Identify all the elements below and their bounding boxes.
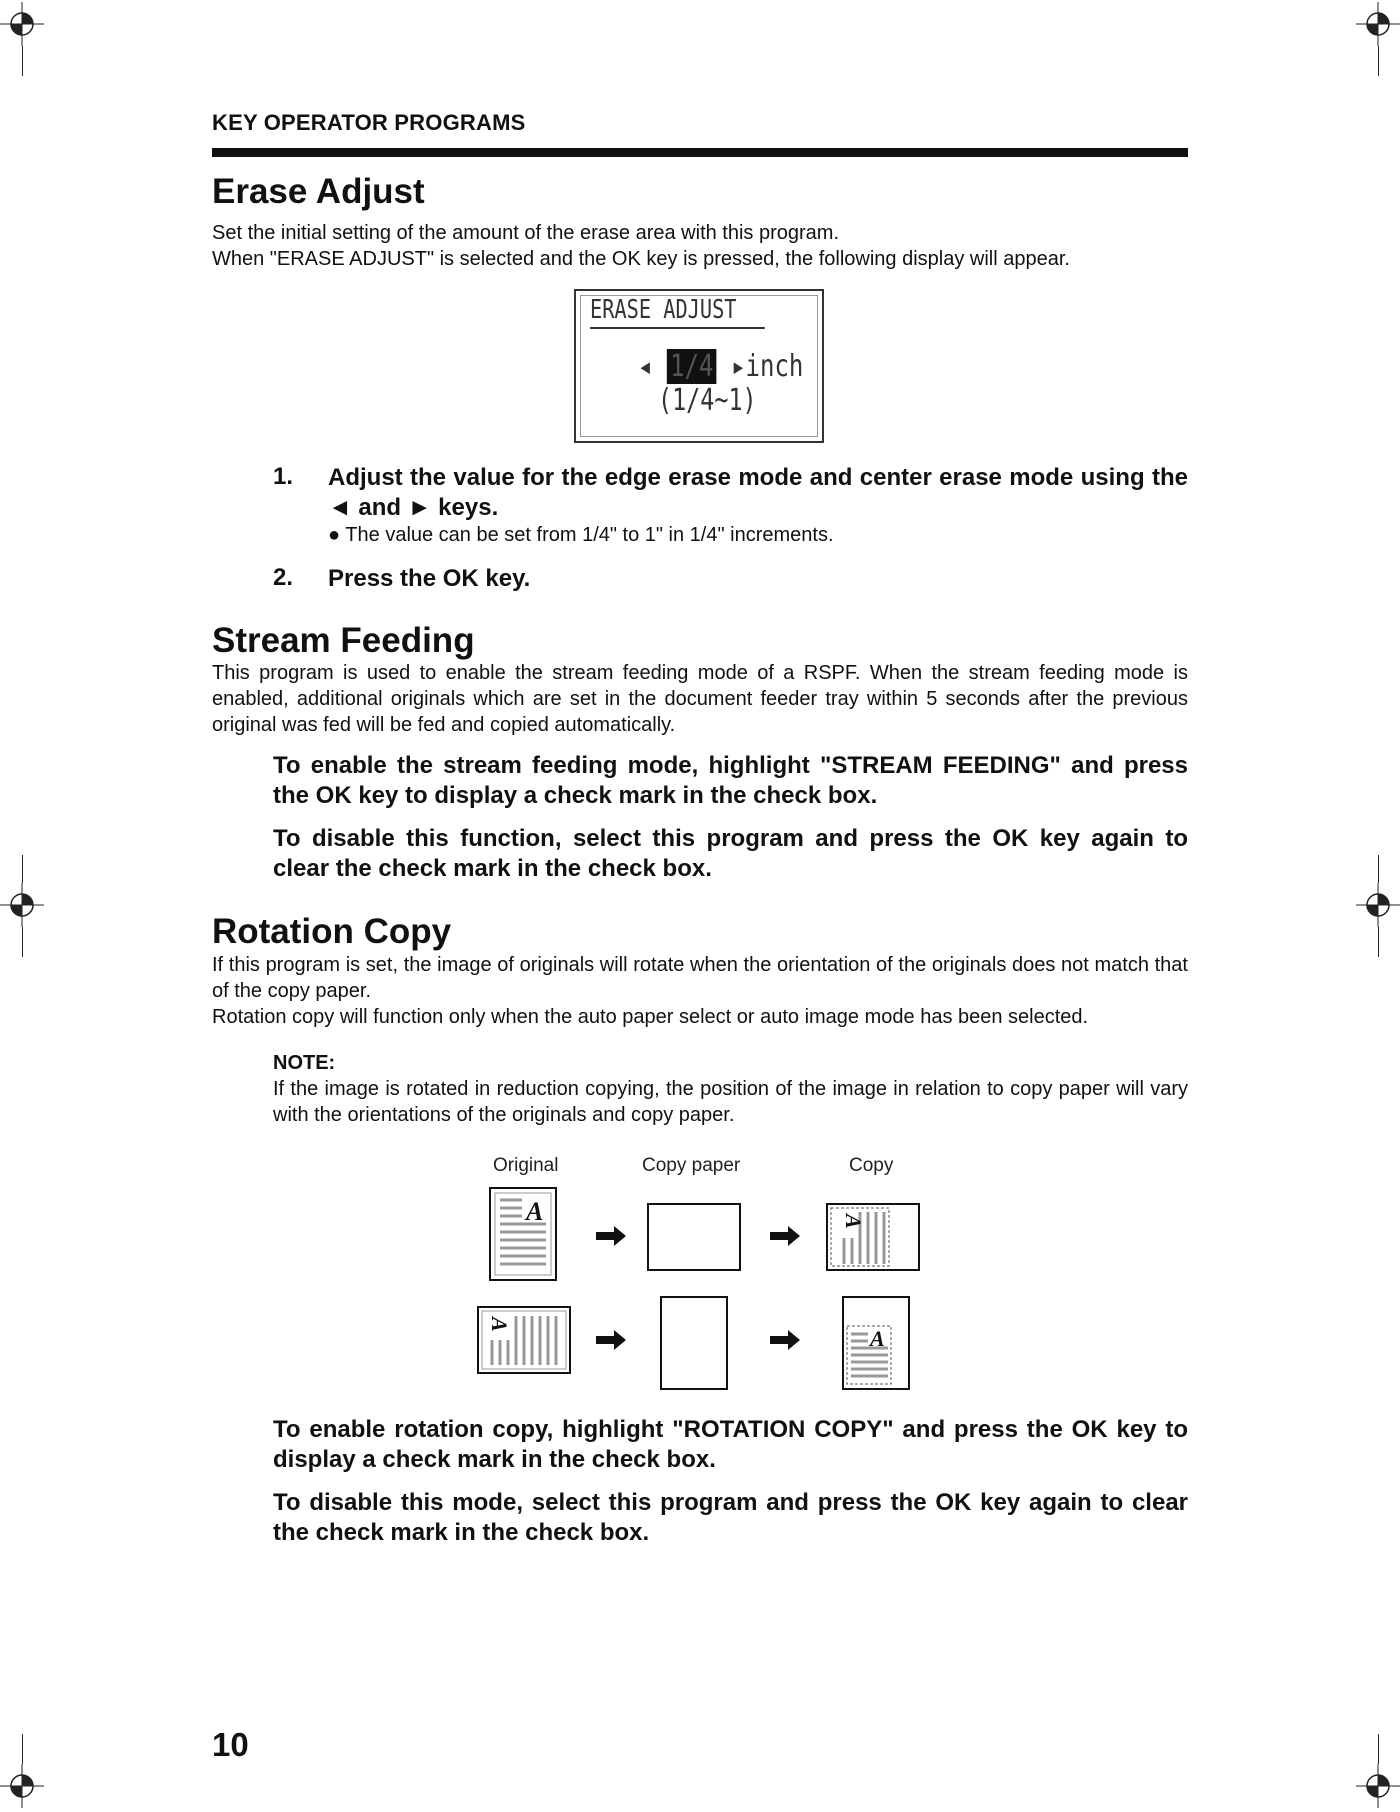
registration-mark-top-right — [1356, 2, 1400, 46]
original-portrait — [490, 1188, 556, 1280]
step-number: 1. — [273, 463, 294, 490]
arrow-icon — [596, 1330, 626, 1350]
crop-line — [1378, 46, 1379, 76]
rotation-copy-title: Rotation Copy — [212, 912, 452, 951]
rotation-copy-description-2: Rotation copy will function only when the auto paper select or auto image mode has been selected. — [212, 1006, 1089, 1028]
registration-mark-mid-left — [0, 883, 44, 927]
arrow-icon — [596, 1226, 626, 1246]
crop-line — [1378, 1734, 1379, 1764]
erase-adjust-line2: When "ERASE ADJUST" is selected and the OK key is pressed, the following display will appear. — [212, 248, 1070, 270]
stream-feeding-disable: To disable this function, select this program and press the OK key again to clear the check mark in the check box. — [273, 825, 1188, 882]
crop-line — [22, 855, 23, 883]
lcd-value-row — [638, 349, 803, 384]
crop-line — [1378, 927, 1379, 957]
erase-adjust-line1: Set the initial setting of the amount of the erase area with this program. — [212, 222, 840, 244]
crop-line — [22, 46, 23, 76]
step-number: 2. — [273, 564, 294, 591]
registration-mark-bottom-right — [1356, 1764, 1400, 1808]
crop-line — [1378, 855, 1379, 883]
page-number: 10 — [212, 1726, 249, 1763]
step-bullet — [328, 524, 834, 547]
registration-mark-mid-right — [1356, 883, 1400, 927]
right-arrow-icon: ▸ — [731, 349, 746, 384]
bullet-icon: ● — [328, 524, 341, 546]
header-rule — [212, 148, 1188, 157]
stream-feeding-description: This program is used to enable the stream feeding mode of a RSPF. When the stream feeding mode is enabled, additional originals which are set in the document feeder tray within 5 seconds after the previous original was fed will be fed and copied automatically. — [212, 662, 1188, 736]
lcd-title: ERASE ADJUST — [590, 295, 765, 329]
arrow-icon — [770, 1226, 800, 1246]
step-text: Press the OK key. — [328, 565, 531, 592]
original-glyph-rotated: A — [487, 1317, 512, 1332]
step-text: Adjust the value for the edge erase mode and center erase mode using the ◄ and ► keys. — [328, 464, 1188, 521]
rotation-diagram — [470, 1180, 930, 1400]
original-landscape — [478, 1307, 570, 1373]
arrow-icon — [770, 1330, 800, 1350]
lcd-range: (1/4~1) — [658, 383, 757, 418]
crop-line — [22, 927, 23, 957]
section-header: KEY OPERATOR PROGRAMS — [212, 110, 526, 135]
left-arrow-icon: ◂ — [638, 349, 653, 384]
note-label: NOTE: — [273, 1052, 336, 1074]
lcd-display — [574, 289, 824, 443]
copy-result-landscape — [827, 1204, 919, 1270]
rotation-copy-disable: To disable this mode, select this program and press the OK key again to clear the check mark in the check box. — [273, 1489, 1188, 1546]
crop-line — [22, 1734, 23, 1764]
original-glyph: A — [526, 1197, 544, 1226]
stream-feeding-enable: To enable the stream feeding mode, highlight "STREAM FEEDING" and press the OK key to display a check mark in the check box. — [273, 752, 1188, 809]
label-copy: Copy — [849, 1155, 894, 1176]
rotation-copy-enable: To enable rotation copy, highlight "ROTATION COPY" and press the OK key to display a check mark in the check box. — [273, 1416, 1188, 1473]
note-text: If the image is rotated in reduction copying, the position of the image in relation to copy paper will vary with the orientations of the originals and copy paper. — [273, 1078, 1188, 1126]
copy-result-portrait — [843, 1297, 909, 1389]
copy-paper-portrait — [661, 1297, 727, 1389]
copy-paper-landscape — [648, 1204, 740, 1270]
lcd-unit: inch — [745, 349, 804, 384]
label-original: Original — [493, 1155, 559, 1176]
lcd-value: 1/4 — [667, 349, 717, 384]
registration-mark-bottom-left — [0, 1764, 44, 1808]
copy-glyph: A — [870, 1326, 885, 1351]
step-bullet-text: The value can be set from 1/4" to 1" in 1/4" increments. — [345, 524, 834, 546]
rotation-copy-description: If this program is set, the image of originals will rotate when the orientation of the originals does not match that of the copy paper. — [212, 954, 1188, 1002]
copy-glyph-rotated: A — [841, 1214, 866, 1229]
registration-mark-top-left — [0, 2, 44, 46]
erase-adjust-title: Erase Adjust — [212, 172, 425, 211]
label-copy-paper: Copy paper — [642, 1155, 741, 1176]
stream-feeding-title: Stream Feeding — [212, 621, 475, 660]
